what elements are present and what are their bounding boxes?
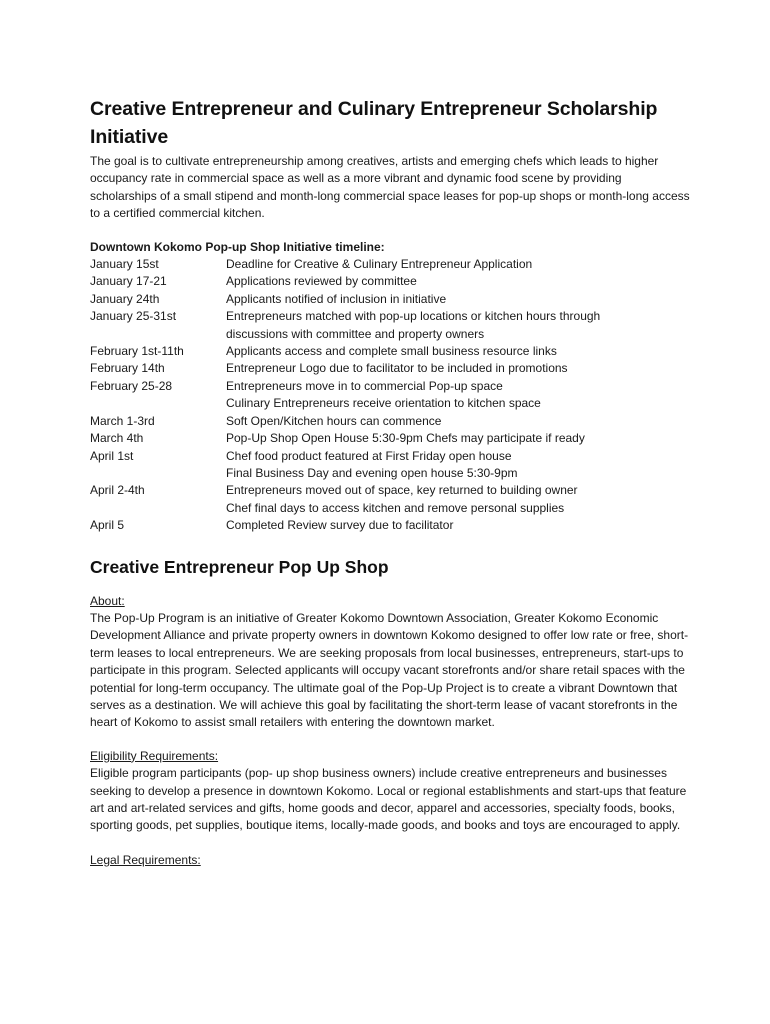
- timeline-description-line: Culinary Entrepreneurs receive orientation to kitchen space: [226, 396, 541, 411]
- timeline-date: February 1st-11th: [90, 344, 184, 359]
- about-label: About:: [90, 593, 125, 608]
- timeline-description-line: Entrepreneurs moved out of space, key returned to building owner: [226, 483, 578, 498]
- timeline-description: [226, 343, 690, 360]
- timeline-description-line: Soft Open/Kitchen hours can commence: [226, 413, 442, 428]
- eligibility-paragraph: Eligible program participants (pop- up shop business owners) include creative entrepreneurs and businesses seeking to develop a presence in downtown Kokomo. Local or regional establishments and start-ups that feature art and art-related services and gifts, home goods and decor, apparel and accessories, specialty foods, books, sporting goods, pet supplies, boutique items, locally-made goods, and books and toys are encouraged to apply.: [90, 766, 687, 833]
- timeline-description: [226, 378, 690, 413]
- timeline-date: March 4th: [90, 431, 144, 446]
- timeline-description: [226, 308, 690, 343]
- timeline-description: [226, 291, 690, 308]
- timeline-description-line: Entrepreneur Logo due to facilitator to be included in promotions: [226, 361, 568, 376]
- timeline-description-line: Applications reviewed by committee: [226, 274, 417, 289]
- timeline-description-line: Entrepreneurs matched with pop-up locations or kitchen hours through: [226, 309, 601, 324]
- timeline-row: [90, 448, 690, 483]
- timeline-row: [90, 482, 690, 517]
- timeline-description: [226, 273, 690, 290]
- timeline-description-line: Final Business Day and evening open house 5:30-9pm: [226, 465, 518, 480]
- timeline-description: [226, 360, 690, 377]
- timeline-date: January 25-31st: [90, 309, 177, 324]
- timeline-list: [90, 256, 690, 535]
- document-title: Creative Entrepreneur and Culinary Entrepreneur Scholarship Initiative: [90, 98, 658, 148]
- timeline-description-line: Chef final days to access kitchen and remove personal supplies: [226, 500, 565, 515]
- timeline-row: [90, 273, 690, 290]
- timeline-description: [226, 413, 690, 430]
- timeline-date: January 15st: [90, 257, 159, 272]
- timeline-description-line: discussions with committee and property owners: [226, 326, 485, 341]
- timeline-row: [90, 413, 690, 430]
- timeline-row: [90, 343, 690, 360]
- timeline-date: March 1-3rd: [90, 413, 155, 428]
- about-paragraph: The Pop-Up Program is an initiative of Greater Kokomo Downtown Association, Greater Kokomo Economic Development Alliance and private property owners in downtown Kokomo designed to offer low rate or free, short-term leases to local entrepreneurs. We are seeking proposals from local businesses, entrepreneurs, start-ups to participate in this program. Selected applicants will occupy vacant storefronts and/or share retail spaces with the potential for long-term occupancy. The ultimate goal of the Pop-Up Project is to create a vibrant Downtown that serves as a destination. We will achieve this goal by facilitating the short-term lease of vacant storefronts in the heart of Kokomo to assist small retailers with entering the downtown market.: [90, 610, 689, 730]
- timeline-description: [226, 256, 690, 273]
- timeline-description: [226, 430, 690, 447]
- timeline-description-line: Applicants access and complete small business resource links: [226, 344, 557, 359]
- timeline-row: [90, 517, 690, 534]
- timeline-description-line: Deadline for Creative & Culinary Entrepreneur Application: [226, 257, 533, 272]
- popup-shop-section: [90, 555, 690, 870]
- timeline-row: [90, 291, 690, 308]
- timeline-description-line: Applicants notified of inclusion in initiative: [226, 291, 447, 306]
- intro-paragraph: The goal is to cultivate entrepreneurship among creatives, artists and emerging chefs which leads to higher occupancy rate in commercial space as well as a more vibrant and dynamic food scene by providing scholarships of a small stipend and month-long commercial space leases for pop-up shops or month-long access to a certified commercial kitchen.: [90, 154, 690, 221]
- timeline-description-line: Pop-Up Shop Open House 5:30-9pm Chefs may participate if ready: [226, 431, 585, 446]
- timeline-row: [90, 256, 690, 273]
- timeline-date: February 25-28: [90, 378, 173, 393]
- timeline-date: April 5: [90, 518, 125, 533]
- timeline-date: January 24th: [90, 291, 160, 306]
- timeline-description: [226, 517, 690, 534]
- timeline-date: February 14th: [90, 361, 165, 376]
- timeline-description-line: Completed Review survey due to facilitator: [226, 518, 454, 533]
- timeline-date: January 17-21: [90, 274, 167, 289]
- timeline-description-line: Entrepreneurs move in to commercial Pop-up space: [226, 378, 503, 393]
- timeline-date: April 1st: [90, 448, 134, 463]
- timeline-row: [90, 360, 690, 377]
- timeline-row: [90, 430, 690, 447]
- legal-label: Legal Requirements:: [90, 852, 201, 867]
- section-title: Creative Entrepreneur Pop Up Shop: [90, 556, 389, 577]
- timeline-description: [226, 448, 690, 483]
- timeline-title: Downtown Kokomo Pop-up Shop Initiative timeline:: [90, 239, 385, 254]
- timeline-date: April 2-4th: [90, 483, 145, 498]
- timeline-description-line: Chef food product featured at First Friday open house: [226, 448, 512, 463]
- eligibility-label: Eligibility Requirements:: [90, 748, 219, 763]
- document-page: [90, 95, 690, 869]
- timeline-row: [90, 378, 690, 413]
- timeline-description: [226, 482, 690, 517]
- timeline-row: [90, 308, 690, 343]
